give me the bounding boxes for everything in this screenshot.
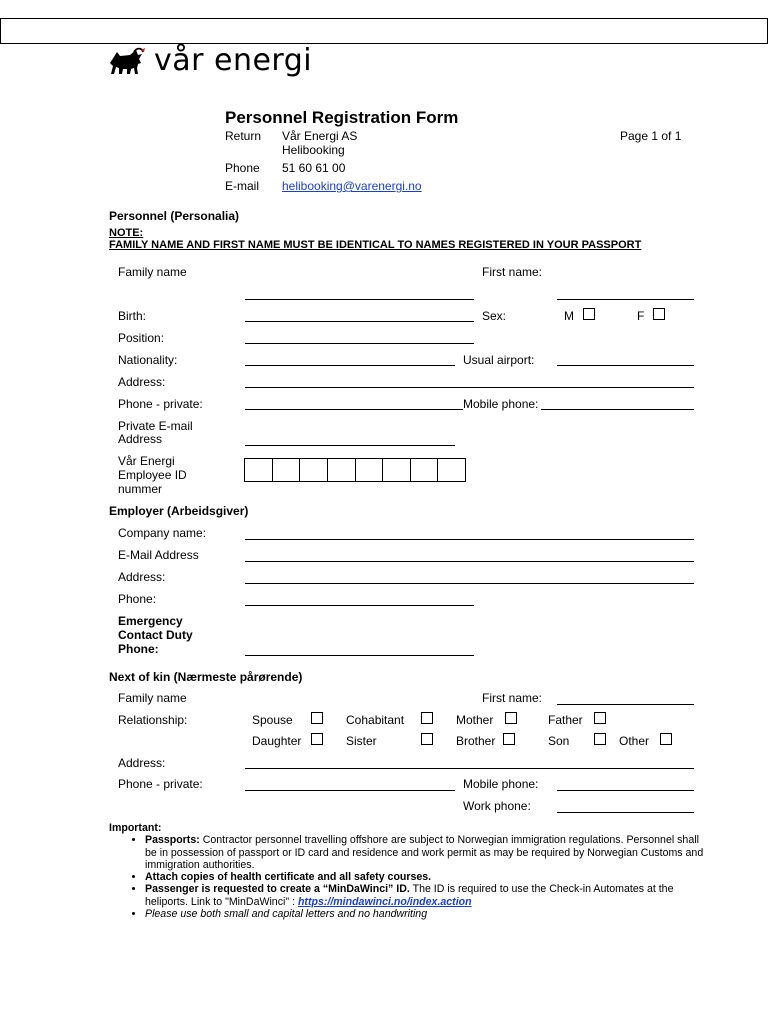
phone-label: Phone [225,161,260,175]
mother-checkbox[interactable] [505,712,517,724]
position-label: Position: [118,331,165,345]
sex-m-label: M [564,309,574,323]
employer-phone-label: Phone: [118,592,157,606]
kin-family-name-label: Family name [118,691,187,705]
employer-phone-field[interactable] [245,605,474,606]
kin-mobile-phone-label: Mobile phone: [463,777,539,791]
personnel-heading: Personnel (Personalia) [109,209,240,223]
form-title: Personnel Registration Form [225,108,459,127]
important-section [109,822,709,920]
note-label: NOTE: [109,227,144,239]
relationship-label: Relationship: [118,713,188,727]
brother-checkbox[interactable] [503,733,515,745]
employer-email-label: E-Mail Address [118,548,199,562]
kin-address-label: Address: [118,756,166,770]
mindawinci-text: The ID is required to use the Check-in Automates at the heliports. Link to "MinDaWinci" : [145,883,674,908]
sex-label: Sex: [482,309,507,323]
kin-address-field[interactable] [245,768,694,769]
father-label: Father [548,713,583,727]
birth-label: Birth: [118,309,147,323]
return-label: Return [225,129,262,143]
kin-work-phone-field[interactable] [557,812,694,813]
kin-heading: Next of kin (Nærmeste pårørende) [109,670,303,684]
other-label: Other [619,734,650,748]
sex-m-checkbox[interactable] [583,308,595,320]
private-email-label-2: Address [118,432,163,446]
kin-first-name-field[interactable] [557,704,694,705]
kin-work-phone-label: Work phone: [463,799,531,813]
emergency-label-3: Phone: [118,642,159,656]
brother-label: Brother [456,734,496,748]
note-text: FAMILY NAME AND FIRST NAME MUST BE IDENTICAL TO NAMES REGISTERED IN YOUR PASSPORT [109,239,642,251]
employee-id-boxes[interactable] [244,458,466,482]
email-label: E-mail [225,179,260,193]
mindawinci-link[interactable]: https://mindawinci.no/index.action [297,895,472,908]
spouse-checkbox[interactable] [311,712,323,724]
first-name-label: First name: [482,265,543,279]
emergency-label-2: Contact Duty [118,628,193,642]
sister-label: Sister [346,734,377,748]
daughter-label: Daughter [252,734,302,748]
family-name-field[interactable] [245,299,474,300]
return-line-1: Vår Energi AS [282,129,358,143]
company-name-field[interactable] [245,539,694,540]
family-name-label: Family name [118,265,187,279]
phone-value: 51 60 61 00 [282,161,346,175]
employee-id-label-1: Vår Energi [118,454,175,468]
address-label: Address: [118,375,166,389]
daughter-checkbox[interactable] [311,733,323,745]
logo-text: vår energi [154,43,313,78]
handwriting-item: • Please use both small and capital letters and no handwriting [145,908,709,920]
sister-checkbox[interactable] [421,733,433,745]
six-legged-dog-icon [108,46,148,76]
passports-item [145,834,709,871]
usual-airport-label: Usual airport: [463,353,535,367]
usual-airport-field[interactable] [557,365,694,366]
spouse-label: Spouse [252,713,293,727]
sex-f-label: F [637,309,645,323]
mindawinci-bold: Passenger is requested to create a “MinDaWinci” ID. [145,883,410,896]
important-list [109,834,709,920]
emergency-phone-field[interactable] [245,655,474,656]
kin-phone-private-field[interactable] [245,790,455,791]
nationality-label: Nationality: [118,353,178,367]
email-link[interactable]: helibooking@varenergi.no [282,179,422,193]
company-name-label: Company name: [118,526,207,540]
passports-text: Contractor personnel travelling offshore are subject to Norwegian immigration regulations. Personnel shall be in possession of passport or ID card and residence and work permit as may be required by Norwegian Customs and immigration authorities. [145,834,704,871]
logo [108,44,312,78]
kin-phone-private-label: Phone - private: [118,777,203,791]
employer-address-label: Address: [118,570,166,584]
kin-first-name-label: First name: [482,691,543,705]
cohabitant-label: Cohabitant [346,713,405,727]
first-name-field[interactable] [557,299,694,300]
phone-private-label: Phone - private: [118,397,203,411]
emergency-label-1: Emergency [118,614,183,628]
top-bar [0,18,768,44]
important-heading: Important: [109,822,162,834]
employer-heading: Employer (Arbeidsgiver) [109,504,249,518]
birth-field[interactable] [245,321,474,322]
attach-item: • Attach copies of health certificate and all safety courses. [145,871,709,883]
return-line-2: Helibooking [282,143,345,157]
kin-mobile-phone-field[interactable] [557,790,694,791]
nationality-field[interactable] [245,365,455,366]
address-field[interactable] [245,387,694,388]
private-email-field[interactable] [245,445,455,446]
employee-id-label-3: nummer [118,482,163,496]
sex-f-checkbox[interactable] [653,308,665,320]
position-field[interactable] [245,343,474,344]
passports-label: Passports: [145,834,200,847]
employer-address-field[interactable] [245,583,694,584]
father-checkbox[interactable] [594,712,606,724]
son-label: Son [548,734,570,748]
mother-label: Mother [456,713,494,727]
employee-id-label-2: Employee ID [118,468,187,482]
mobile-phone-label: Mobile phone: [463,397,541,411]
mindawinci-item [145,883,709,908]
son-checkbox[interactable] [594,733,606,745]
employer-email-field[interactable] [245,561,694,562]
private-email-label-1: Private E-mail [118,419,193,433]
other-checkbox[interactable] [660,733,672,745]
page-number: Page 1 of 1 [620,129,682,143]
cohabitant-checkbox[interactable] [421,712,433,724]
